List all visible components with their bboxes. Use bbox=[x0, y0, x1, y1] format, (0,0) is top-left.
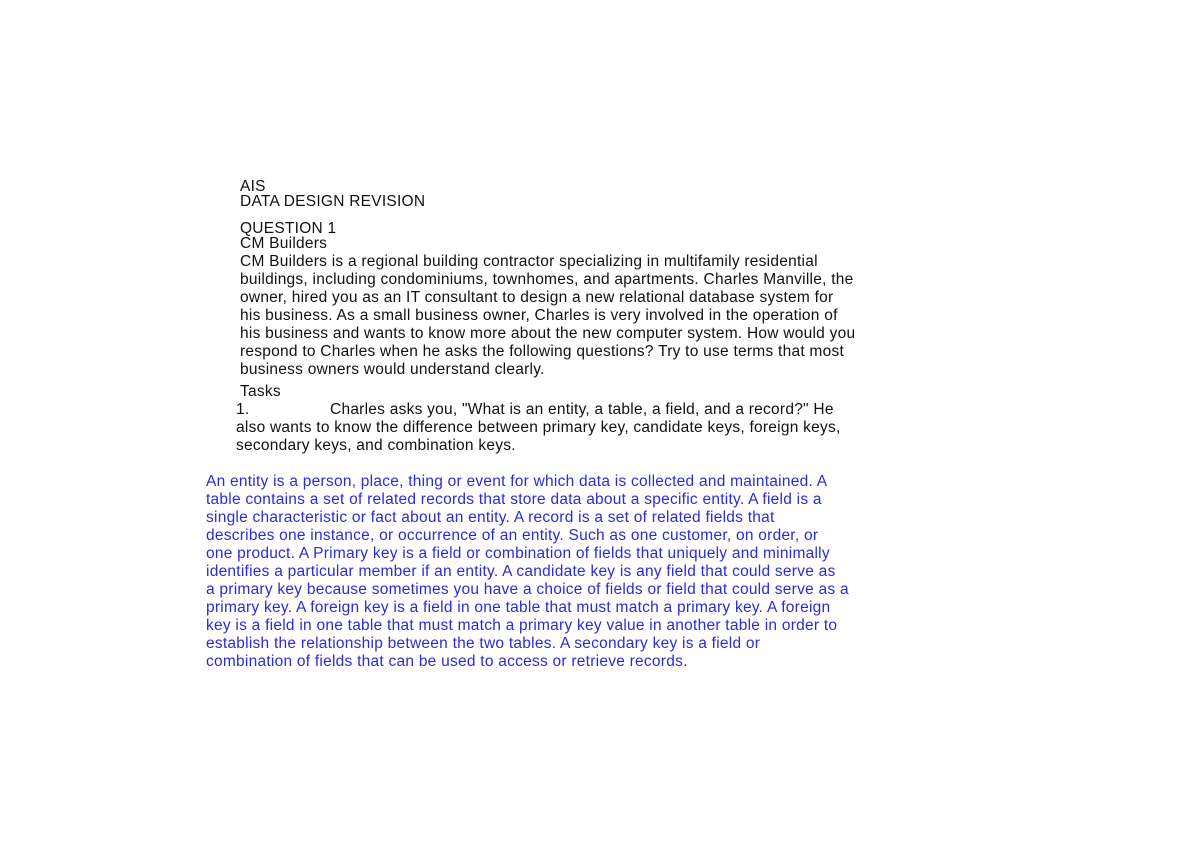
answer-line: combination of fields that can be used to access or retrieve records. bbox=[206, 653, 688, 670]
answer-line: a primary key because sometimes you have a choice of fields or field that could serve as a bbox=[206, 581, 849, 598]
answer-line: establish the relationship between the two tables. A secondary key is a field or bbox=[206, 635, 761, 652]
question-body-line: his business and wants to know more about the new computer system. How would you bbox=[240, 325, 856, 342]
question-body-line: his business. As a small business owner, Charles is very involved in the operation of bbox=[240, 307, 838, 324]
answer-line: An entity is a person, place, thing or event for which data is collected and maintained. A bbox=[206, 473, 828, 490]
answer-line: identifies a particular member if an entity. A candidate key is any field that could serve as bbox=[206, 563, 836, 580]
task-line: secondary keys, and combination keys. bbox=[236, 437, 516, 454]
answer-line: single characteristic or fact about an entity. A record is a set of related fields that bbox=[206, 509, 775, 526]
task-line: Charles asks you, "What is an entity, a table, a field, and a record?" He bbox=[330, 401, 834, 418]
answer-line: key is a field in one table that must match a primary key value in another table in order to bbox=[206, 617, 838, 634]
document-title: DATA DESIGN REVISION bbox=[240, 193, 426, 210]
answer-line: table contains a set of related records that store data about a specific entity. A field is a bbox=[206, 491, 822, 508]
question-label: QUESTION 1 bbox=[240, 220, 337, 237]
course-label: AIS bbox=[240, 178, 266, 195]
question-body-line: buildings, including condominiums, townhomes, and apartments. Charles Manville, the bbox=[240, 271, 854, 288]
question-body-line: CM Builders is a regional building contractor specializing in multifamily residential bbox=[240, 253, 818, 270]
tasks-heading: Tasks bbox=[240, 383, 281, 400]
question-body-line: business owners would understand clearly. bbox=[240, 361, 545, 378]
task-number: 1. bbox=[236, 401, 250, 418]
question-body-line: owner, hired you as an IT consultant to design a new relational database system for bbox=[240, 289, 834, 306]
task-line: also wants to know the difference between primary key, candidate keys, foreign keys, bbox=[236, 419, 841, 436]
question-body-line: respond to Charles when he asks the following questions? Try to use terms that most bbox=[240, 343, 845, 360]
answer-line: primary key. A foreign key is a field in one table that must match a primary key. A foreign bbox=[206, 599, 831, 616]
case-name: CM Builders bbox=[240, 235, 328, 252]
answer-line: describes one instance, or occurrence of an entity. Such as one customer, on order, or bbox=[206, 527, 819, 544]
answer-line: one product. A Primary key is a field or combination of fields that uniquely and minimally bbox=[206, 545, 830, 562]
